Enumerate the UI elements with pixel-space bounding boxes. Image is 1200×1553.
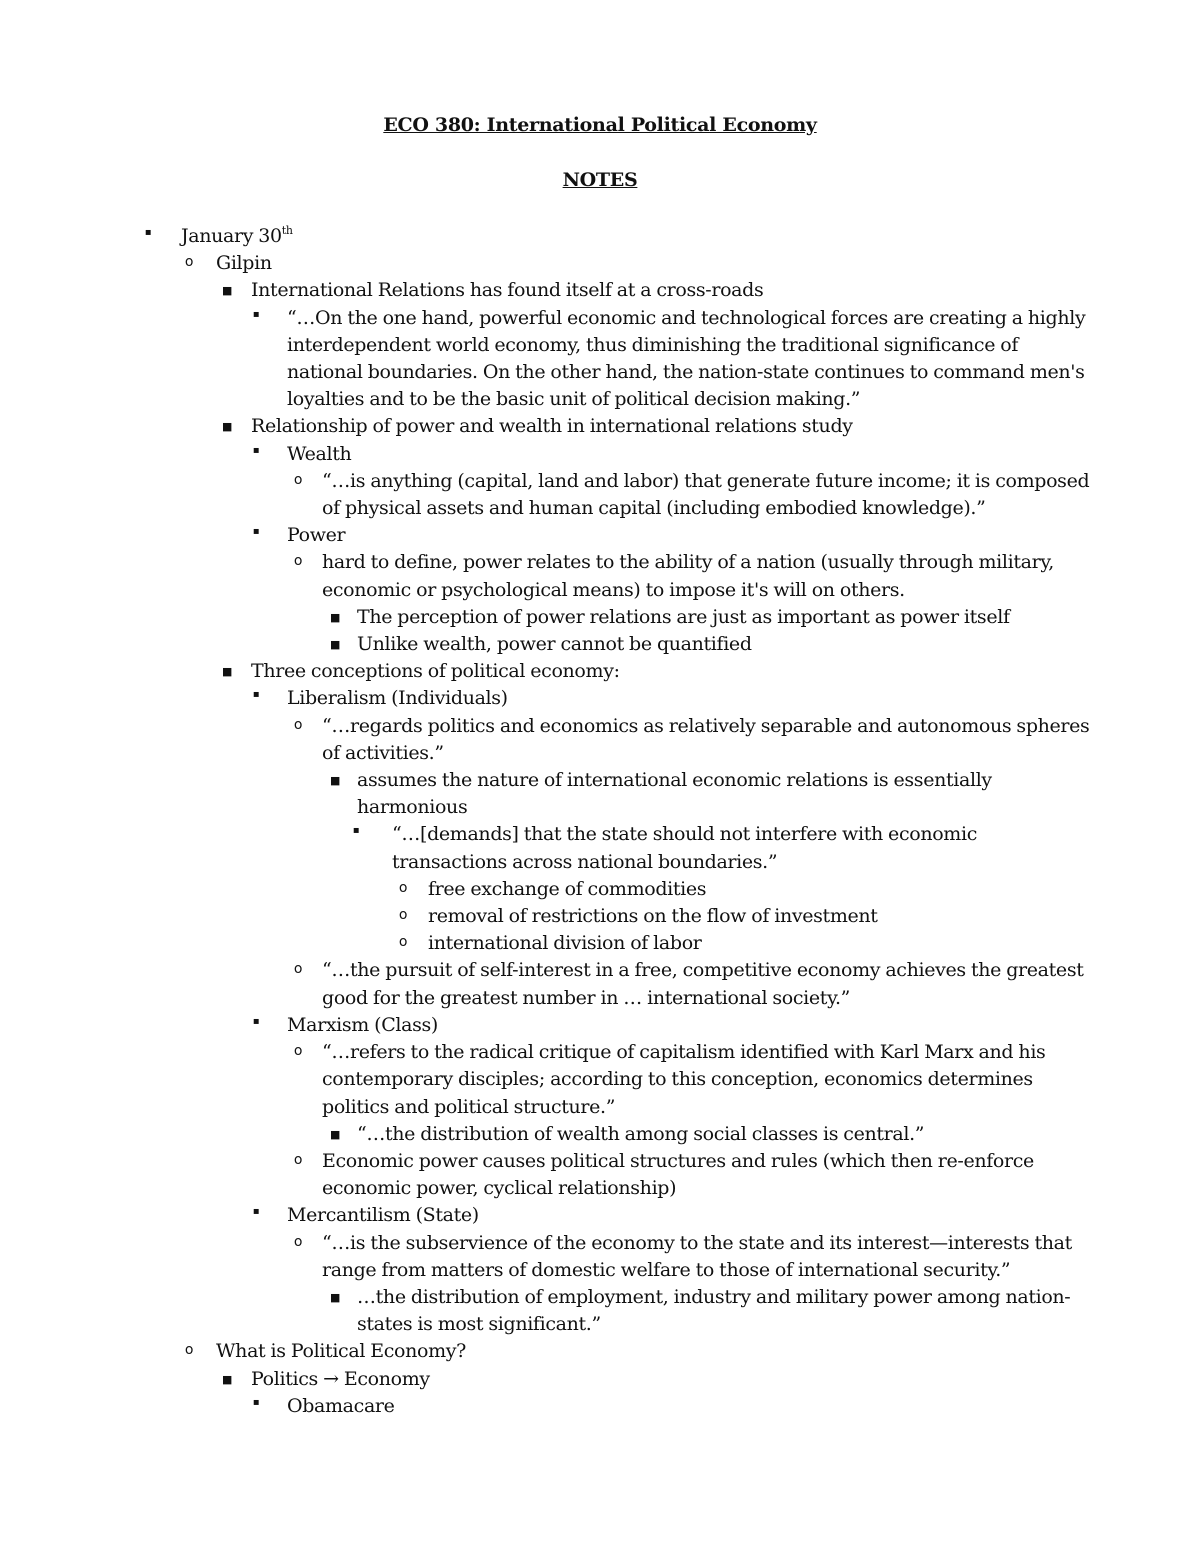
outline-item-text: assumes the nature of international economic relations is essentially harmonious (357, 769, 992, 819)
outline-item-text: Obamacare (287, 1394, 395, 1417)
circle-bullet-icon: o (184, 254, 194, 271)
notes-heading: NOTES (562, 169, 638, 191)
outline-item (0, 658, 1090, 685)
small-square-bullet-icon: ▪ (252, 308, 260, 320)
outline-item (0, 1148, 1090, 1202)
outline-item-text: Economic power causes political structures and rules (which then re-enforce economic power, cyclical relationship) (322, 1149, 1034, 1200)
circle-bullet-icon: o (293, 961, 303, 978)
square-bullet-icon: ■ (329, 774, 341, 788)
outline-item-text: “…On the one hand, powerful economic and technological forces are creating a highly interdependent world economy, thus diminishing the traditional significance of national boundaries. On the other hand, the nation-state continues to command men's loyalties and to be the basic unit of political decision making.” (287, 306, 1086, 411)
outline-item (0, 767, 1090, 821)
outline-item (0, 1284, 1090, 1338)
square-bullet-icon: ■ (329, 638, 341, 652)
outline-item-text: free exchange of commodities (428, 877, 707, 900)
circle-bullet-icon: o (293, 553, 303, 570)
outline-item-text: The perception of power relations are just as important as power itself (357, 605, 1010, 628)
outline-item-text: removal of restrictions on the flow of investment (428, 905, 878, 928)
circle-bullet-icon: o (293, 1233, 303, 1250)
square-bullet-icon: ■ (221, 284, 233, 298)
outline-item (0, 413, 1090, 440)
outline-item (0, 441, 1090, 468)
outline-item (0, 549, 1090, 603)
outline-item-text: What is Political Economy? (216, 1340, 467, 1363)
outline-item-text: Politics → Economy (251, 1367, 430, 1390)
outline-item (0, 876, 1090, 903)
outline-item (0, 522, 1090, 549)
outline-item-text: hard to define, power relates to the ability of a nation (usually through military, economic or psychological means) to impose it's will on others. (322, 551, 1054, 601)
outline-item (0, 957, 1090, 1011)
outline-item (0, 1366, 1090, 1393)
outline-item (0, 1230, 1090, 1284)
outline-item (0, 1039, 1090, 1121)
ordinal-suffix: th (281, 223, 293, 237)
outline-item (0, 223, 1090, 250)
outline-item-text: Three conceptions of political economy: (251, 660, 620, 683)
square-bullet-icon: ■ (221, 665, 233, 679)
outline-item-text: “…refers to the radical critique of capitalism identified with Karl Marx and his contemporary disciples; according to this conception, economics determines politics and political structure.” (322, 1041, 1046, 1118)
small-square-bullet-icon: ▪ (252, 444, 260, 456)
outline-item (0, 1121, 1090, 1148)
outline-item (0, 277, 1090, 304)
outline-item-text: Relationship of power and wealth in international relations study (251, 415, 853, 438)
outline-item-text: Power (287, 524, 346, 547)
outline-item-text: January 30 (181, 225, 282, 247)
circle-bullet-icon: o (293, 1043, 303, 1060)
outline-item (0, 1393, 1090, 1420)
square-bullet-icon: ■ (329, 1290, 341, 1304)
document-title: ECO 380: International Political Economy (383, 114, 817, 136)
outline-item-text: Mercantilism (State) (287, 1204, 479, 1227)
outline-item (0, 631, 1090, 658)
outline-item-text: “…is the subservience of the economy to the state and its interest—interests that range from matters of domestic welfare to those of international security.” (322, 1231, 1072, 1281)
outline-item-text: “…regards politics and economics as relatively separable and autonomous spheres of activities.” (322, 714, 1090, 764)
square-bullet-icon: ■ (221, 1372, 233, 1386)
circle-bullet-icon: o (184, 1342, 194, 1359)
outline-item-text: International Relations has found itself at a cross-roads (251, 279, 764, 302)
outline-item (0, 1012, 1090, 1039)
outline-item-text: Gilpin (216, 252, 272, 275)
outline-item (0, 821, 1090, 875)
outline-item (0, 305, 1090, 414)
circle-bullet-icon: o (398, 934, 408, 951)
circle-bullet-icon: o (398, 879, 408, 896)
circle-bullet-icon: o (398, 907, 408, 924)
small-square-bullet-icon: ▪ (252, 1206, 260, 1218)
outline-item-text: Liberalism (Individuals) (287, 687, 508, 710)
circle-bullet-icon: o (293, 1151, 303, 1168)
small-square-bullet-icon: ▪ (252, 689, 260, 701)
square-bullet-icon: ■ (329, 610, 341, 624)
square-bullet-icon: ■ (329, 1127, 341, 1141)
outline-item (0, 930, 1090, 957)
outline-item (0, 903, 1090, 930)
outline-item-text: international division of labor (428, 932, 702, 955)
outline-item (0, 1202, 1090, 1229)
small-square-bullet-icon: ▪ (252, 1396, 260, 1408)
outline-item (0, 250, 1090, 277)
outline-item (0, 468, 1090, 522)
circle-bullet-icon: o (293, 471, 303, 488)
outline-item-text: …the distribution of employment, industry and military power among nation-states is most significant.” (357, 1285, 1071, 1336)
outline-item-text: Unlike wealth, power cannot be quantified (357, 633, 752, 656)
small-square-bullet-icon: ▪ (144, 227, 152, 238)
outline-item-text: “…[demands] that the state should not interfere with economic transactions across national boundaries.” (392, 823, 977, 873)
small-square-bullet-icon: ▪ (252, 1015, 260, 1027)
small-square-bullet-icon: ▪ (252, 526, 260, 538)
outline-item-text: “…the distribution of wealth among social classes is central.” (357, 1122, 925, 1145)
outline-item-text: Wealth (287, 442, 352, 465)
notes-outline (0, 223, 1200, 1420)
outline-item-text: “…the pursuit of self-interest in a free, competitive economy achieves the greatest good for the greatest number in … international society.” (322, 959, 1084, 1009)
small-square-bullet-icon: ▪ (352, 825, 360, 837)
outline-item-text: Marxism (Class) (287, 1013, 438, 1036)
outline-item (0, 604, 1090, 631)
outline-item-text: “…is anything (capital, land and labor) that generate future income; it is composed of physical assets and human capital (including embodied knowledge).” (322, 469, 1090, 520)
square-bullet-icon: ■ (221, 420, 233, 434)
outline-item (0, 713, 1090, 767)
outline-item (0, 685, 1090, 712)
outline-item (0, 1338, 1090, 1365)
circle-bullet-icon: o (293, 716, 303, 733)
